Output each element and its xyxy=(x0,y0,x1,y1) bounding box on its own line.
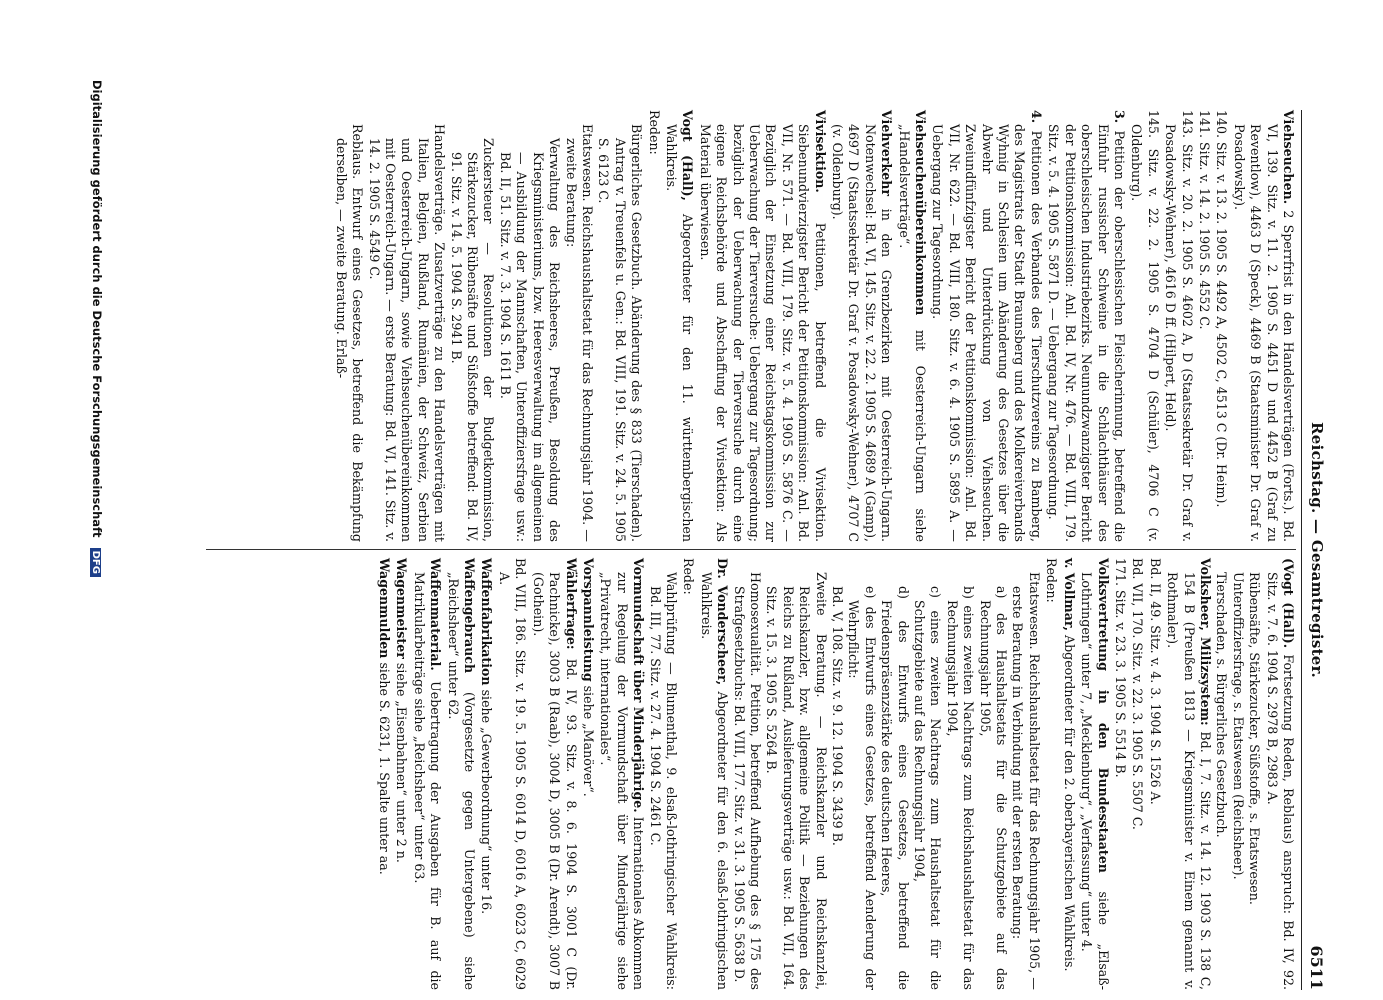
entry-text: Rübensäfte, Stärkezucker, Süßstoffe, s. Etatswesen. xyxy=(1247,572,1263,905)
register-entry xyxy=(497,110,563,542)
register-entry xyxy=(332,110,365,542)
entry-heading: v. Vollmar, xyxy=(1061,558,1077,631)
entry-text: 2 Sperrfrist in den Handelsverträgen (Forts.). Bd. VI, 139. Sitz. v. 11. 2. 1905 S. 4451 D und 4452 B (Graf zu Reventlow), 4463 D (Speck), 4469 B (Staatsminister Dr. Graf v. Posadowsky). xyxy=(1231,124,1296,542)
entry-text: Rede: xyxy=(681,558,697,595)
entry-text: Abgeordneter für den 2. oberbayerischen Wahlkreis. xyxy=(1061,635,1077,972)
entry-text: siehe „Gewerbeordnung“ unter 16. xyxy=(479,689,495,915)
register-entry xyxy=(444,558,477,990)
entry-text: Handelsverträge. Zusatzverträge zu den Handelsverträgen mit Italien, Belgien, Rußland, Rumänien, der Schweiz, Serbien und Oesterreich-Ungarn, sowie Viehseuchenübereinkommen mit Oesterreich-Ungarn. — erste Beratung: Bd. VI, 141. Sitz. v. 14. 2. 1905 S. 4549 C. xyxy=(366,124,448,542)
entry-heading: Volksvertretung in den Bundesstaaten xyxy=(1095,558,1111,873)
register-entry xyxy=(1128,110,1161,542)
entry-text: Bd. I, 7. Sitz. v. 14. 12. 1903 S. 138 C, 154 B (Preußen 1813 — Kriegsminister v. Einem genannt v. Rothmaler). xyxy=(1165,572,1213,991)
page-header xyxy=(1301,110,1328,990)
register-entry xyxy=(1045,110,1127,542)
register-entry xyxy=(1230,110,1296,542)
register-entry xyxy=(895,110,928,542)
register-entry xyxy=(447,110,496,542)
register-entry xyxy=(365,110,447,542)
register-entry xyxy=(597,558,646,990)
entry-text: Abgeordneter für den 6. elsaß-lothringischen Wahlkreis. xyxy=(698,572,731,990)
entry-text: Reden: xyxy=(646,110,662,155)
register-entry xyxy=(1246,558,1262,990)
register-entry xyxy=(845,558,878,990)
register-entry xyxy=(529,558,578,990)
entry-text: Petitionen des Verbandes des Tierschutzvereins zu Bamberg, des Magistrats der Stadt Braunsberg und des Molkereiverbands Wyhnig in Schlesien um Abänderung des Gesetzes über die Abwehr und Unterdrückung von Viehseuchen. Zweiundfünfzigster Bericht der Petitionskommission: Anl. Bd. VII, Nr. 622. — Bd. VIII, 180. Sitz. v. 6. 4. 1905 S. 5895 A. — Uebergang zur Tagesordnung. xyxy=(930,124,1044,542)
register-entry xyxy=(478,558,494,990)
page-title: Reichstag. — Gesamtregister. xyxy=(1308,421,1326,678)
register-entry xyxy=(1009,558,1042,990)
entry-heading: Vivisektion. xyxy=(812,110,828,193)
register-entry xyxy=(929,110,1044,542)
register-entry xyxy=(410,558,443,990)
entry-text: in den Grenzbezirken mit Oesterreich-Ungarn. Notenwechsel: Bd. VI, 145. Sitz. v. 22. 2. 1905 S. 4689 A (Gamp), 4697 D (Staatssekretär Dr. Graf v. Posadowsky-Wehner), 4707 C (v. Oldenburg). xyxy=(830,124,895,542)
register-entry xyxy=(1060,558,1076,990)
entry-text: siehe „Manöver“. xyxy=(580,685,596,797)
entry-text: Etatswesen. Reichshaushaltsetat für das Rechnungsjahr 1904. — zweite Beratung: xyxy=(563,124,595,542)
register-entry xyxy=(595,110,644,542)
entry-text: Homosexualität. Petition, betreffend Aufhebung des § 175 des Strafgesetzbuchs: Bd. VIII, 177. Sitz. v. 31. 3. 1905 S. 5638 D. xyxy=(731,572,763,990)
entry-text: Bd. V, 108. Sitz. v. 9. 12. 1904 S. 3439 B. xyxy=(830,586,846,846)
register-entry xyxy=(1078,558,1111,990)
rotated-page xyxy=(68,80,1328,1000)
entry-text: Zweite Beratung. — Reichskanzler und Reichskanzlei, Reichskanzler, bzw. allgemeine Politik — Beziehungen des Reichs zu Rußland, Auslieferungsverträge usw.: Bd. VII, 164. Sitz. v. 15. 3. 1905 S. 5264 B. xyxy=(764,572,829,990)
entry-text: 171. Sitz. v. 23. 3. 1905 S. 5514 B. xyxy=(1112,558,1128,778)
entry-text: c) eines zweiten Nachtrags zum Haushaltsetat für die Schutzgebiete auf das Rechnungsjahr 1904, xyxy=(912,586,944,990)
register-entry xyxy=(976,558,1009,990)
register-entry xyxy=(878,558,911,990)
entry-heading: Vormundschaft über Minderjährige. xyxy=(631,558,647,813)
register-entry xyxy=(1196,110,1212,542)
left-column xyxy=(68,110,1296,542)
entry-heading: Vorspannleistung xyxy=(580,558,596,682)
entry-text: Unteroffiziersfrage, s. Etatswesen (Reichsheer). xyxy=(1230,572,1246,880)
entry-heading: Volksheer, Milizsystem: xyxy=(1197,558,1213,726)
entry-heading: Viehverkehr xyxy=(879,110,895,196)
entry-heading: Waffengebrauch xyxy=(462,558,478,674)
entry-text: Bürgerliches Gesetzbuch. Abänderung des § 833 (Tierschaden). Antrag v. Treuenfels u. Gen.: Bd. VIII, 191. Sitz. v. 24. 5. 1905 S. 6123 C. xyxy=(596,124,645,542)
register-entry xyxy=(1043,558,1059,990)
entry-text: a) des Haushaltsetats für die Schutzgebiete auf das Rechnungsjahr 1905, xyxy=(977,586,1010,990)
entry-text: Bd. VIII, 186. Sitz. v. 19. 5. 1905 S. 6014 D, 6016 A, 6023 C, 6029 A. xyxy=(496,558,529,990)
entry-text: Wahlprüfung — Blumenthal, 9. elsaß-lothringischer Wahlkreis: Bd. III, 77. Sitz. v. 27. 4. 1904 S. 2461 C. xyxy=(647,572,679,990)
register-entry xyxy=(1213,110,1229,542)
register-entry xyxy=(562,110,595,542)
register-entry xyxy=(680,558,696,990)
entry-text: Fortsetzung Reden, Reblaus) anspruch: Bd. IV, 92. Sitz. v. 7. 6. 1904 S. 2978 B, 2983 A. xyxy=(1264,572,1296,990)
register-entry xyxy=(911,558,944,990)
entry-text: Bd. II, 49. Sitz. v. 4. 3. 1904 S. 1526 A. xyxy=(1147,558,1163,805)
entry-text: Etatswesen. Reichshaushaltsetat für das Rechnungsjahr 1905, — erste Beratung in Verbindung mit der ersten Beratung: xyxy=(1010,572,1042,990)
entry-text: Tierschaden, s. Bürgerliches Gesetzbuch. xyxy=(1214,572,1230,838)
register-entry xyxy=(943,558,976,990)
register-entry xyxy=(829,558,845,990)
entry-heading: Wagenmeister xyxy=(394,558,410,659)
entry-text: Bd. VII, 170. Sitz. v. 22. 3. 1905 S. 5507 C. xyxy=(1130,558,1146,830)
register-entry xyxy=(1146,558,1162,990)
entry-text: 145. Sitz. v. 22. 2. 1905 S. 4704 D (Schüler), 4706 C (v. Oldenburg). xyxy=(1129,110,1161,542)
entry-text: 140. Sitz. v. 13. 2. 1905 S. 4492 A, 4502 C, 4513 C (Dr. Heim). xyxy=(1214,110,1230,508)
entry-text: Uebertragung der Ausgaben für B. auf die Matrikularbeiträge siehe „Reichsheer“ unter 63. xyxy=(411,572,444,990)
entry-text: mit Oesterreich-Ungarn siehe „Handelsverträge“. xyxy=(896,124,929,542)
entry-text: Petitionen, betreffend die Vivisektion. Siebenundvierzigster Bericht der Petitionskommission: Anl. Bd. VII, Nr. 571. — Bd. VIII, 179. Sitz. v. 5. 4. 1905 S. 5876 C. — Bezüglich der Einsetzung einer Reichstagskommission zur Ueberwachung der Tierversuche: Uebergang zur Tagesordnung; bezüglich der Ueberwachung der Tierversuche durch eine eigene Reichsbehörde und Abschaffung der Vivisektion: Als Material überwiesen. xyxy=(697,124,828,542)
entry-text: Reden: xyxy=(1044,558,1060,603)
entry-text: Reblaus. Entwurf eines Gesetzes, betreffend die Bekämpfung derselben, — zweite Beratung. Erlaß- xyxy=(333,124,366,542)
entry-heading: Viehseuchenübereinkommen xyxy=(913,110,929,316)
register-entry xyxy=(376,558,392,990)
register-entry xyxy=(763,558,829,990)
register-entry xyxy=(829,110,895,542)
entry-text: Abgeordneter für den 11. württembergischen Wahlkreis. xyxy=(663,124,696,542)
register-entry xyxy=(496,558,529,990)
register-entry xyxy=(1129,558,1145,990)
entry-heading: (Vogt (Hall). xyxy=(1281,558,1296,649)
register-entry xyxy=(580,558,596,990)
register-entry xyxy=(645,110,661,542)
entry-heading: Dr. Vonderscheer, xyxy=(715,558,731,686)
entry-text: b) eines zweiten Nachtrags zum Reichshaushaltsetat für das Rechnungsjahr 1904, xyxy=(944,586,977,990)
register-entry xyxy=(1263,558,1296,990)
credit-text: Digitalisierung gefördert durch die Deutsche Forschungsgemeinschaft xyxy=(90,80,104,538)
right-column xyxy=(68,558,1296,990)
page-number: 6511 xyxy=(1307,945,1326,990)
dfg-logo: DFG xyxy=(90,548,101,577)
entry-text: 143. Sitz. v. 20. 2. 1905 S. 4602 A, D (Staatssekretär Dr. Graf v. Posadowsky-Wehner), 4616 D ff. (Hilpert, Held). xyxy=(1163,110,1195,542)
register-entry xyxy=(646,558,679,990)
register-entry xyxy=(663,110,696,542)
entry-heading: Wagenmulden xyxy=(377,558,393,659)
register-entry xyxy=(1162,110,1195,542)
entry-text: siehe „Elsaß-Lothringen“ unter 7, „Mecklenburg“, „Verfassung“ unter 4. xyxy=(1079,572,1111,990)
entry-heading: 3. xyxy=(1111,110,1127,124)
entry-text: (Vorgesetzte gegen Untergebene) siehe „Reichsheer“ unter 62. xyxy=(445,572,478,990)
entry-text: Bd. IV, 93. Sitz. v. 8. 6. 1904 S. 3001 C (Dr. Pachnicke), 3003 B (Raab), 3004 D, 3005 B (Dr. Arendt), 3007 B (Gothein). xyxy=(530,572,579,990)
register-entry xyxy=(1164,558,1213,990)
entry-heading: Vogt (Hall), xyxy=(680,110,696,201)
entry-heading: Viehseuchen. xyxy=(1281,110,1296,205)
entry-text: Verwaltung des Reichsheeres, Preußen, Besoldung des Kriegsministeriums, bzw. Heeresverwaltung im allgemeinen — Ausbildung der Mannschaften, Unteroffiziersfrage usw.: Bd. II, 51. Sitz. v. 7. 3. 1904 S. 1611 B. xyxy=(497,138,563,542)
register-entry xyxy=(730,558,763,990)
entry-heading: Waffenfabrikation xyxy=(479,558,495,686)
digitization-credit xyxy=(90,80,104,980)
entry-text: Petition der oberschlesischen Fleischerinnung, betreffend die Einfuhr russischer Schweine in die Schlachthäuser des oberschlesischen Industriebezirks. Neunundzwanzigster Bericht der Petitionskommission: Anl. Bd. IV, Nr. 476. — Bd. VIII, 179. Sitz. v. 5. 4. 1905 S. 5871 D. — Uebergang zur Tagesordnung. xyxy=(1046,124,1127,542)
entry-text: Zuckersteuer — Resolutionen der Budgetkommission, Stärkezucker, Rübensäfte und Süßstoffe betreffend: Bd. IV, 91. Sitz. v. 14. 5. 1904 S. 2941 B. xyxy=(448,138,497,542)
entry-heading: 4. xyxy=(1028,110,1044,124)
register-entry xyxy=(1229,558,1245,990)
entry-text: 141. Sitz. v. 14. 2. 1905 S. 4552 C. xyxy=(1196,110,1212,330)
entry-text: d) des Entwurfs eines Gesetzes, betreffend die Friedenspräsenzstärke des deutschen Heeres, xyxy=(879,586,911,990)
entry-heading: Waffenmaterial. xyxy=(428,558,444,671)
register-entry xyxy=(697,558,730,990)
register-entry xyxy=(1112,558,1128,990)
entry-text: siehe S. 6231, 1. Spalte unter aa. xyxy=(377,662,393,875)
entry-text: siehe „Eisenbahnen“ unter 2 n. xyxy=(394,662,410,863)
register-entry xyxy=(393,558,409,990)
register-entry xyxy=(1213,558,1229,990)
register-entry xyxy=(696,110,827,542)
column-divider xyxy=(206,549,1296,550)
entry-text: Internationales Abkommen zur Regelung der Vormundschaft über Minderjährige siehe „Privatrecht, internationales“. xyxy=(598,572,647,990)
entry-text: e) des Entwurfs eines Gesetzes, betreffend Aenderung der Wehrpflicht: xyxy=(846,586,878,990)
entry-heading: Wählerfrage: xyxy=(563,558,579,650)
